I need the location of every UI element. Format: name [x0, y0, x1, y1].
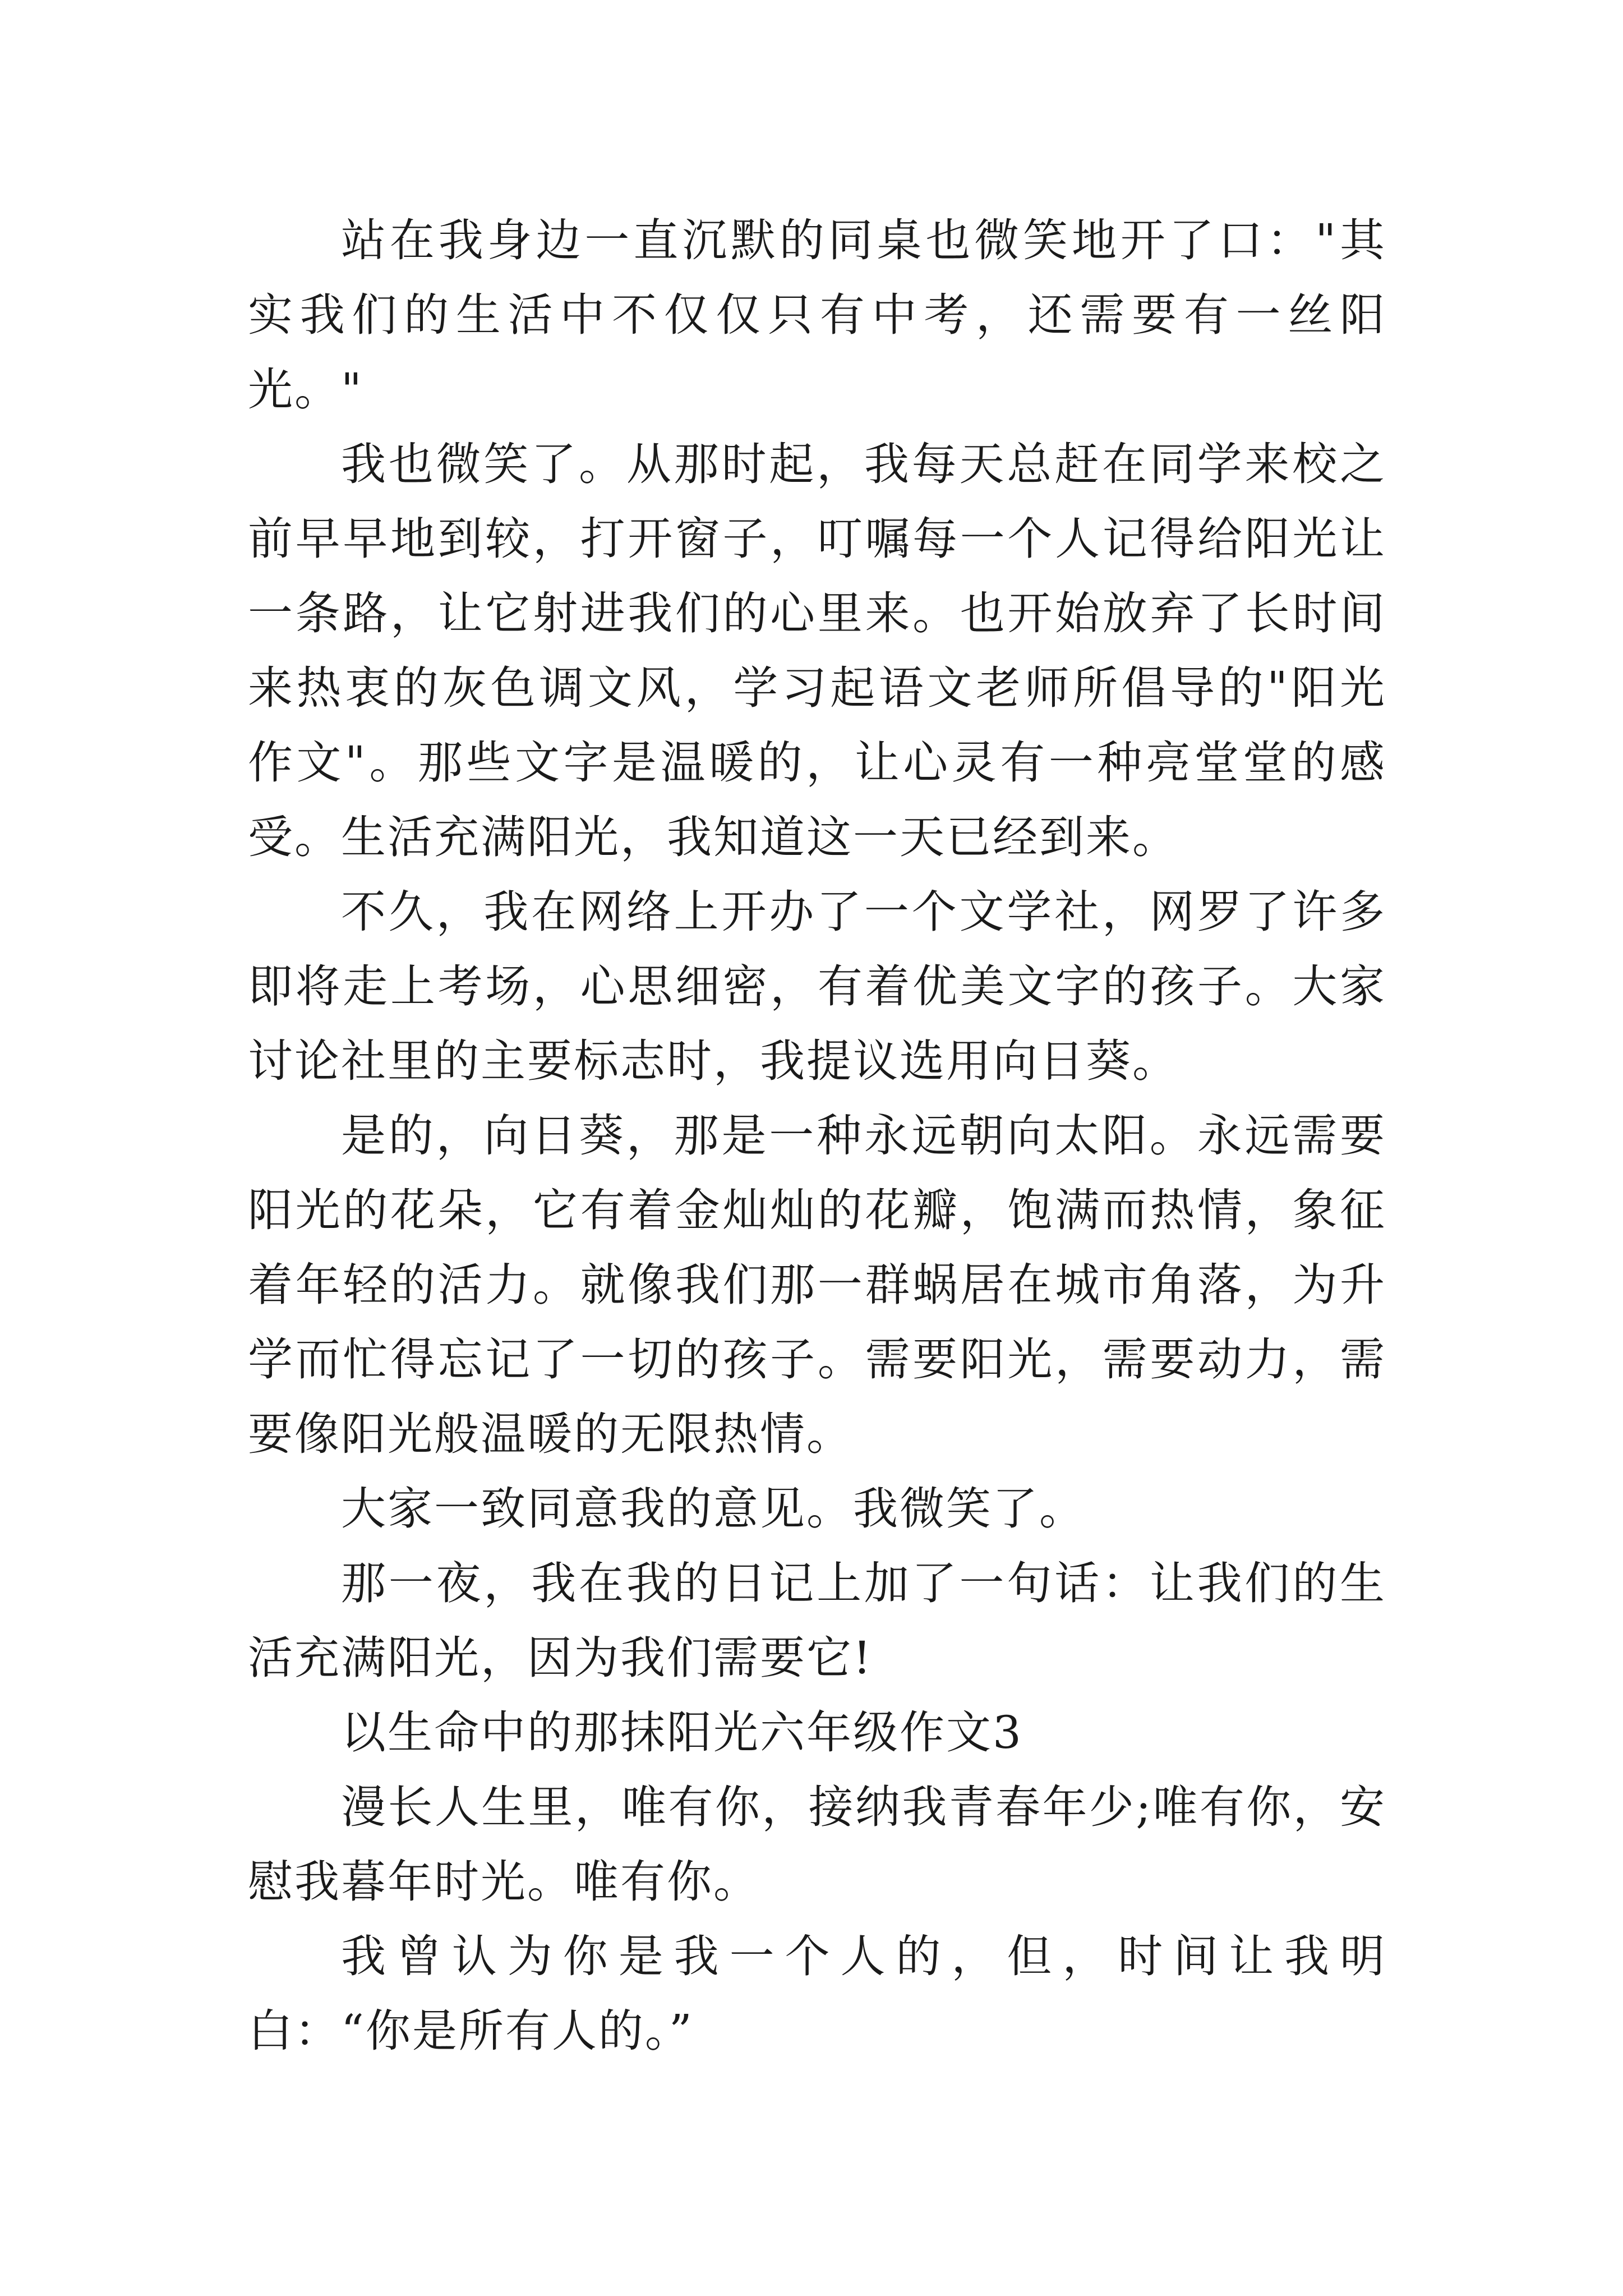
paragraph-2: 我也微笑了。从那时起，我每天总赶在同学来校之前早早地到较，打开窗子，叮嘱每一个人记得给阳光让一条路，让它射进我们的心里来。也开始放弃了长时间来热衷的灰色调文风，学习起语文老师所倡导的"阳光作文"。那些文字是温暖的，让心灵有一种亮堂堂的感受。生活充满阳光，我知道这一天已经到来。 [248, 438, 1386, 863]
document-body [248, 203, 1386, 2068]
paragraph-8: 我曾认为你是我一个人的，但，时间让我明白：“你是所有人的。” [248, 1930, 1386, 2057]
paragraph-3: 不久，我在网络上开办了一个文学社，网罗了许多即将走上考场，心思细密，有着优美文字的孩子。大家讨论社里的主要标志时，我提议选用向日葵。 [248, 886, 1386, 1087]
essay-heading: 以生命中的那抹阳光六年级作文3 [341, 1706, 1023, 1759]
paragraph-4: 是的，向日葵，那是一种永远朝向太阳。永远需要阳光的花朵，它有着金灿灿的花瓣，饱满而热情，象征着年轻的活力。就像我们那一群蜗居在城市角落，为升学而忙得忘记了一切的孩子。需要阳光，需要动力，需要像阳光般温暖的无限热情。 [248, 1110, 1386, 1460]
paragraph-1: 站在我身边一直沉默的同桌也微笑地开了口："其实我们的生活中不仅仅只有中考，还需要有一丝阳光。" [248, 214, 1386, 416]
paragraph-6: 那一夜，我在我的日记上加了一句话：让我们的生活充满阳光，因为我们需要它! [248, 1557, 1386, 1684]
paragraph-5: 大家一致同意我的意见。我微笑了。 [341, 1483, 1086, 1535]
paragraph-7: 漫长人生里，唯有你，接纳我青春年少;唯有你，安慰我暮年时光。唯有你。 [248, 1781, 1386, 1908]
